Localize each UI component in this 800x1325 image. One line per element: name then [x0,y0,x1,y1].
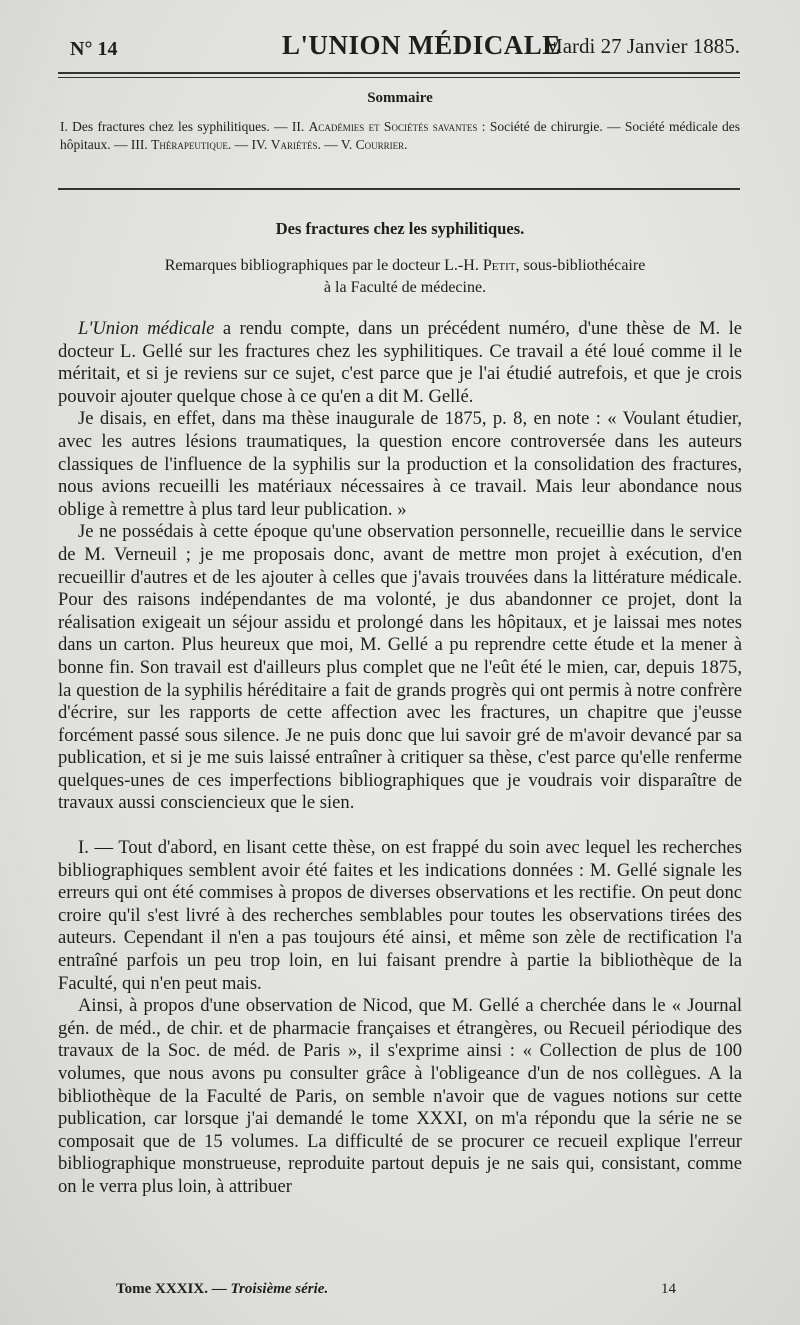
summary-item-5-text: . [404,137,408,152]
summary-item-4-text: . — V. [317,137,356,152]
paragraph-4: I. — Tout d'abord, en lisant cette thèse, on est frappé du soin avec lequel les recherches bibliographiques semblent avoir été faites et les indications données : M. Gellé signale les erreurs qui ont été commises à propos de diverses observations et les rectifie. On peut donc croire qu'il s'est livré à des recherches semblables pour toutes les observations tirées des auteurs. Cependant il n'en a pas toujours été ainsi, et même son zèle de rectification l'a entraîné parfois un peu trop loin, en lui faisant prendre à partie la bibliothèque de la Faculté, qui n'en peut mais. [58,837,742,994]
article-body [58,318,742,1199]
paragraph-1 [58,318,742,408]
journal-title: L'UNION MÉDICALE [282,30,561,60]
page-header [70,30,740,64]
summary-item-1: I. Des fractures chez les syphilitiques. — II. [60,119,309,134]
byline-text-a: Remarques bibliographiques par le docteur L.-H. [164,257,483,274]
header-rule [58,72,740,74]
summary-title: Sommaire [367,90,433,106]
paragraph-1-text: a rendu compte, dans un précédent numéro, d'une thèse de M. le docteur L. Gellé sur les fractures chez les syphilitiques. Ce travail a été loué comme il le méritait, et si je reviens sur ce sujet, c'est parce que je l'ai étudié autrefois, et que je crois pouvoir ajouter quelque chose à ce qu'en a dit M. Gellé. [58,318,742,407]
summary-item-4-heading: Variétés [270,137,318,152]
paragraph-2: Je disais, en effet, dans ma thèse inaugurale de 1875, p. 8, en note : « Voulant étudier, avec les autres lésions traumatiques, la question encore controversée dans les auteurs classiques de l'influence de la syphilis sur la production et la consolidation des fractures, nous avions recueilli les matériaux nécessaires à ce travail. Mais leur abondance nous oblige à remettre à plus tard leur publication. » [58,408,742,520]
summary-item-5-heading: Courrier [355,137,405,152]
paragraph-3: Je ne possédais à cette époque qu'une observation personnelle, recueillie dans le service de M. Verneuil ; je me proposais donc, avant de mettre mon projet à exécution, d'en recueillir d'autres et de les ajouter à celles que j'avais trouvées dans la littérature médicale. Pour des raisons indépendantes de ma volonté, je dus abandonner ce projet, dont la réalisation exigeait un séjour assidu et prolongé dans les hôpitaux, et je laissai mes notes dans un carton. Plus heureux que moi, M. Gellé a pu reprendre cette étude et la mener à bonne fin. Son travail est d'ailleurs plus complet que ne l'eût été le mien, car, depuis 1875, la question de la syphilis héréditaire a fait de grands progrès qui ont permis à notre confrère d'écrire, sur les rapports de cette affection avec les fractures, un chapitre que j'eusse forcément passé sous silence. Je ne puis donc que lui savoir gré de m'avoir devancé par sa publication, et si je me suis laissé entraîner à critiquer sa thèse, c'est parce qu'elle renferme quelques-unes de ces imperfections bibliographiques que je voudrais voir disparaître de travaux aussi consciencieux que le sien. [58,521,742,814]
page-footer [116,1281,676,1305]
summary-item-3-heading: Thérapeutique [151,137,228,152]
article-byline [90,255,720,299]
summary-rule [58,188,740,190]
summary-contents [60,118,740,154]
byline-text-b: , sous-bibliothécaire [515,257,646,274]
summary-item-2-text: : Société de chirurgie. — Société médicale des hôpitaux. — III. [60,119,740,152]
summary-item-3-text: . — IV. [227,137,271,152]
footer-series: Troisième série. [230,1281,329,1297]
article-title: Des fractures chez les syphilitiques. [275,219,525,238]
summary-item-2-heading: Académies et Sociétés savantes [308,119,478,134]
issue-number: N° 14 [70,38,118,60]
footer-page-number: 14 [661,1281,676,1297]
byline-affiliation: à la Faculté de médecine. [323,279,487,296]
footer-volume-text: Tome XXXIX. — [116,1281,231,1297]
byline-author: Petit [482,257,516,274]
header-rule-thin [58,77,740,78]
journal-name-italic: L'Union médicale [78,318,215,339]
footer-volume [116,1281,328,1298]
paragraph-5: Ainsi, à propos d'une observation de Nicod, que M. Gellé a cherchée dans le « Journal gén. de méd., de chir. et de pharmacie françaises et étrangères, ou Recueil périodique des travaux de la Soc. de méd. de Paris », il s'exprime ainsi : « Collection de plus de 100 volumes, que nous avons pu consulter grâce à l'obligeance d'un de nos collègues. A la bibliothèque de la Faculté de Paris, on semble n'avoir que de vagues notions sur cette publication, car lorsque j'ai demandé le tome XXXI, on m'a répondu que la série ne se composait que de 15 volumes. La difficulté de se procurer ce recueil explique l'erreur bibliographique monstrueuse, reproduite partout depuis je ne sais qui, consistant, comme on le verra plus loin, à attribuer [58,995,742,1197]
issue-date: Mardi 27 Janvier 1885. [544,34,740,58]
